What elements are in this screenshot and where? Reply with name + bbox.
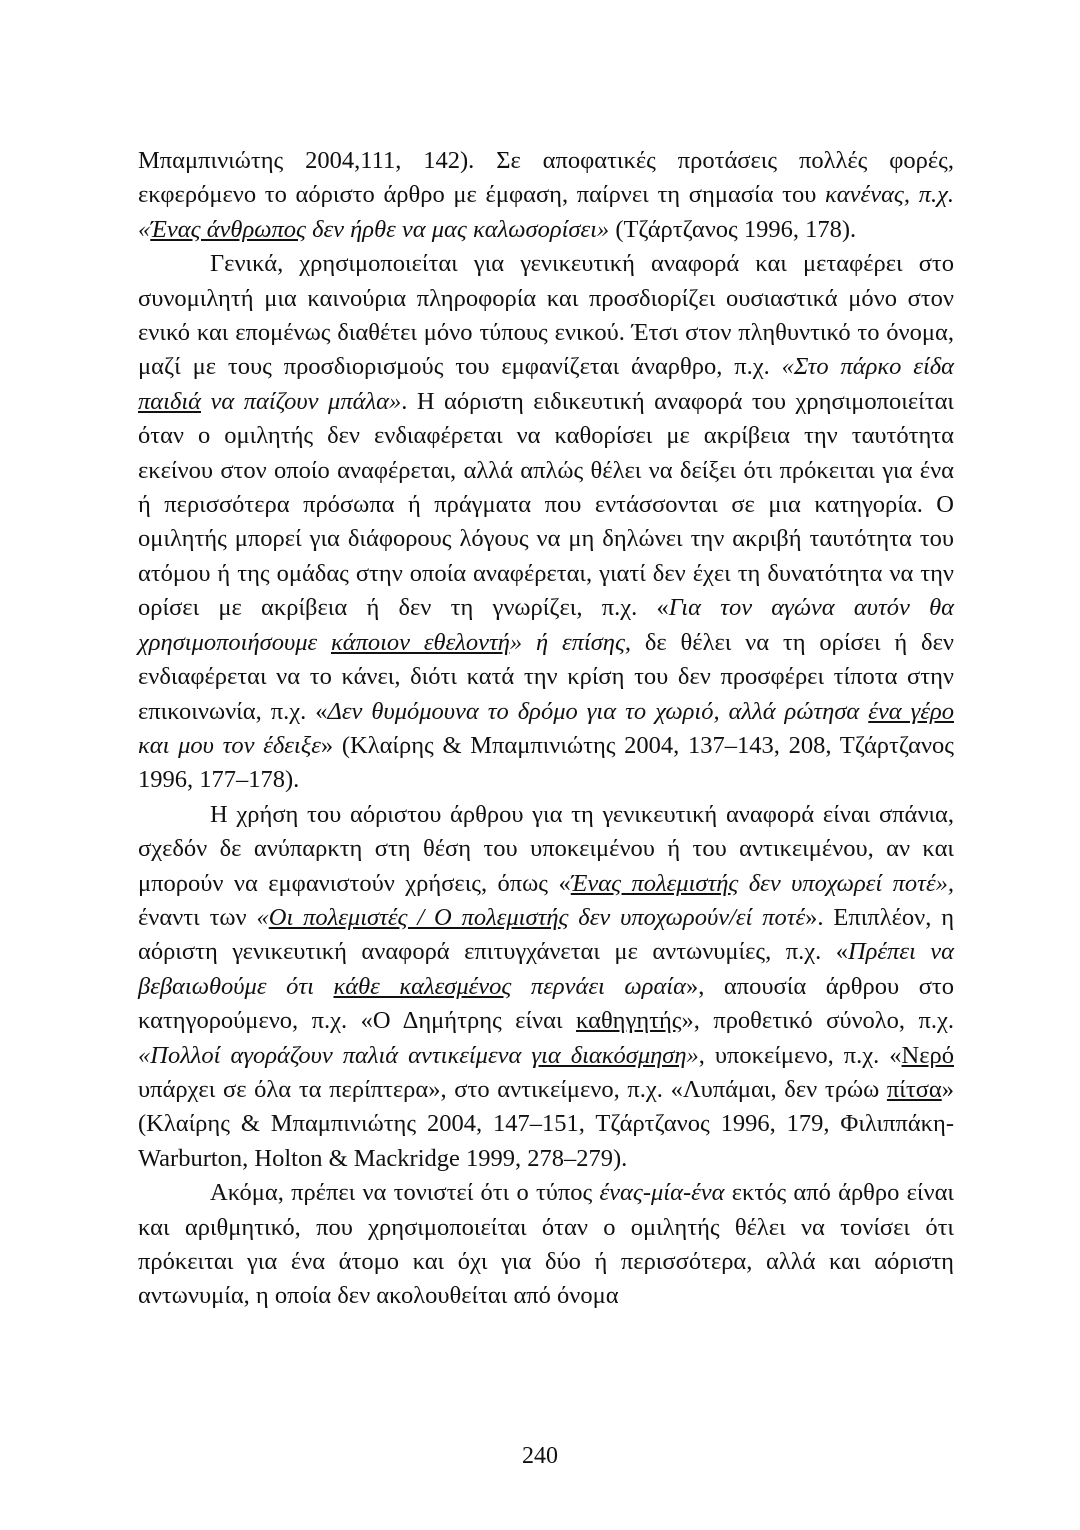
page-number: 240 — [522, 1443, 558, 1469]
text-segment: Ένας άνθρωπος — [150, 215, 306, 243]
text-segment: έναντι των — [138, 903, 257, 931]
text-segment: κάθε καλεσμένος — [333, 972, 512, 1000]
page-body — [138, 144, 954, 1314]
text-segment: Ακόμα, πρέπει να τονιστεί ότι ο τύπος — [210, 1179, 600, 1207]
text-segment: ένας-μία-ένα — [599, 1179, 725, 1207]
text-segment: κάποιον εθελοντή — [330, 628, 510, 656]
text-segment: υπάρχει σε όλα τα περίπτερα», στο αντικείμενο, π.χ. «Λυπάμαι, δεν τρώω — [138, 1075, 887, 1103]
text-segment: « — [256, 903, 269, 931]
text-segment: να παίζουν μπάλα» — [201, 387, 402, 415]
paragraph-1 — [138, 144, 954, 247]
text-segment: Νερό — [901, 1041, 954, 1069]
text-segment: Μπαμπινιώτης 2004,111, 142). Σε αποφατικές προτάσεις πολλές φορές, εκφερόμενο το αόριστο άρθρο με έμφαση, παίρνει τη σημασία του — [138, 147, 954, 209]
text-segment: . Η αόριστη ειδικευτική αναφορά του χρησιμοποιείται όταν ο ομιλητής δεν ενδιαφέρεται να καθορίσει με ακρίβεια την ταυτότητα εκείνου στον οποίο αναφέρεται, αλλά απλώς θέλει να δείξει ότι πρόκειται για ένα ή περισσότερα πρόσωπα ή πράγματα που εντάσσονται σε μια κατηγορία. Ο ομιλητής μπορεί για διάφορους λόγους να μη δηλώνει την ακριβή ταυτότητα του ατόμου ή της ομάδας στην οποία αναφέρεται, γιατί δεν έχει τη δυνατότητα να την ορίσει με ακρίβεια ή δεν τη γνωρίζει, π.χ. « — [138, 387, 955, 622]
text-segment: δεν ήρθε να μας καλωσορίσει» — [305, 215, 610, 243]
text-segment: Πρέπει να βεβαιωθούμε ότι — [138, 938, 954, 1000]
text-segment: (Τζάρτζανος 1996, 178). — [609, 215, 857, 243]
text-segment: » (Κλαίρης & Μπαμπινιώτης 2004, 147–151, Τζάρτζανος 1996, 179, Φιλιππάκη-Warburton, Holton & Mackridge 1999, 278–279). — [138, 1075, 954, 1172]
text-segment: Δεν θυμόμουνα το δρόμο για το χωριό, αλλά ρώτησα — [327, 697, 869, 725]
text-segment: Οι πολεμιστές / Ο πολεμιστής — [268, 903, 569, 931]
text-segment: δεν υποχωρούν/εί ποτέ — [568, 903, 806, 931]
text-segment: πίτσα — [886, 1075, 942, 1103]
text-segment: ». Επιπλέον, η αόριστη γενικευτική αναφορά επιτυγχάνεται με αντωνυμίες, π.χ. « — [138, 903, 955, 966]
paragraph-2 — [138, 247, 954, 798]
paragraph-4 — [138, 1176, 954, 1314]
text-segment: , υποκείμενο, π.χ. « — [698, 1041, 902, 1069]
text-segment: » (Κλαίρης & Μπαμπινιώτης 2004, 137–143, 208, Τζάρτζανος 1996, 177–178). — [138, 731, 954, 794]
text-segment: εκτός από άρθρο είναι και αριθμητικό, που χρησιμοποιείται όταν ο ομιλητής θέλει να τονίσει ότι πρόκειται για ένα άτομο και όχι για δύο ή περισσότερα, αλλά και αόριστη αντωνυμία, η οποία δεν ακολουθείται από όνομα — [138, 1179, 955, 1310]
text-segment: » ή επίσης, — [509, 628, 632, 656]
text-segment: Γενικά, χρησιμοποιείται για γενικευτική αναφορά και μεταφέρει στο συνομιλητή μια καινούρια πληροφορία και προσδιορίζει ουσιαστικά μόνο στον ενικό και επομένως διαθέτει μόνο τύπους ενικού. Έτσι στον πληθυντικό το όνομα, μαζί με τους προσδιορισμούς του εμφανίζεται άναρθρο, π.χ. — [138, 250, 954, 381]
text-segment: », προθετικό σύνολο, π.χ. — [681, 1007, 954, 1035]
text-segment: Ένας πολεμιστής — [570, 869, 739, 897]
text-segment: δε θέλει να τη ορίσει ή δεν ενδιαφέρεται να το κάνει, διότι κατά την κρίση του δεν προσφέρει τίποτα στην επικοινωνία, π.χ. « — [138, 628, 954, 725]
text-segment: και μου τον έδειξε — [138, 731, 321, 759]
text-segment: » — [686, 1041, 699, 1069]
text-segment: Για τον αγώνα αυτόν θα χρησιμοποιήσουμε — [138, 594, 954, 656]
text-segment: ένα γέρο — [868, 697, 954, 725]
paragraph-3 — [138, 798, 954, 1176]
text-segment: «Στο πάρκο είδα — [781, 353, 954, 381]
text-segment: Η χρήση του αόριστου άρθρου για τη γενικευτική αναφορά είναι σπάνια, σχεδόν δε ανύπαρκτη στη θέση του υποκειμένου ή του αντικειμένου, αν και μπορούν να εμφανιστούν χρήσεις, όπως « — [138, 800, 954, 897]
text-segment: «Πολλοί αγοράζουν παλιά αντικείμενα — [138, 1041, 532, 1069]
text-segment: καθηγητής — [575, 1007, 682, 1035]
text-segment: παιδιά — [138, 387, 201, 415]
text-segment: κανένας, π.χ. « — [138, 181, 954, 243]
text-segment: », απουσία άρθρου στο κατηγορούμενο, π.χ. «Ο Δημήτρης είναι — [138, 972, 955, 1035]
text-segment: δεν υποχωρεί ποτέ», — [738, 869, 954, 897]
text-segment: για διακόσμηση — [531, 1041, 687, 1069]
text-segment: περνάει ωραία — [511, 972, 686, 1000]
